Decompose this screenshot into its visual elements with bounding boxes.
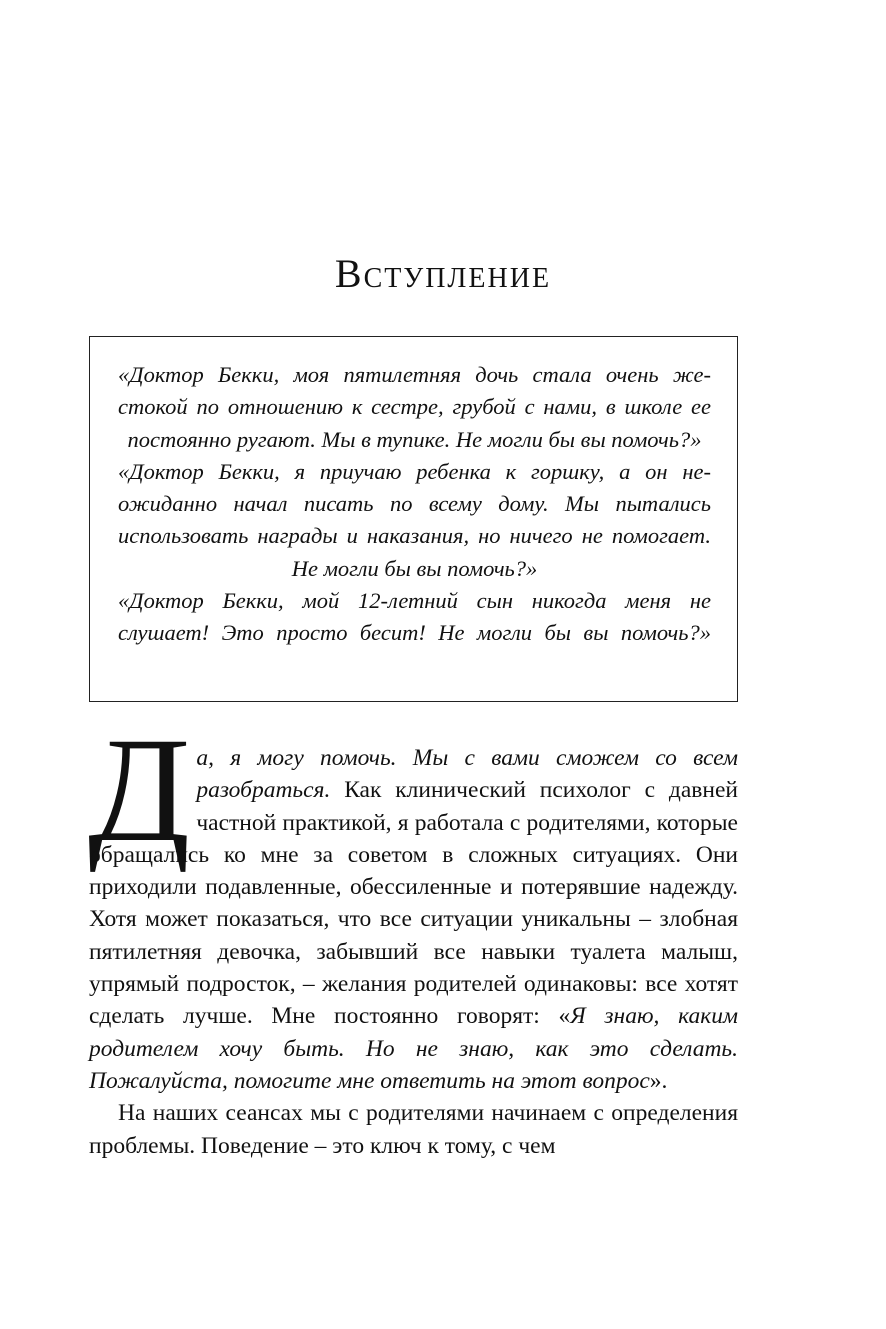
paragraph-1-closing: ». <box>649 1067 668 1094</box>
italic-lead: а, я могу помочь. Мы с вами сможем со всем разобраться. <box>196 745 738 804</box>
quote-2: «Доктор Бекки, я приучаю ребенка к горшку, а он неожиданно начал писать по всему дому. Мы пытались использовать награды и наказания, но ничего не помогает. Не могли бы вы помочь?» <box>118 458 711 581</box>
paragraph-1 <box>88 707 738 1097</box>
body-text <box>88 707 738 1162</box>
quote-1: «Доктор Бекки, моя пятилетняя дочь стала очень жестокой по отношению к сестре, грубой с нами, в школе ее постоянно ругают. Мы в тупике. Не могли бы вы помочь?» <box>118 362 711 452</box>
paragraph-2: На наших сеансах мы с родителями начинаем с определения проблемы. Поведение – это ключ к тому, с чем <box>89 1100 738 1159</box>
drop-cap: Д <box>88 707 191 873</box>
italic-quote: Я знаю, каким родителем хочу быть. Но не знаю, как это сделать. Пожалуйста, помогите мне ответить на этот вопрос <box>89 1003 738 1094</box>
quote-3: «Доктор Бекки, мой 12-летний сын никогда меня не слушает! Это просто бесит! Не могли бы вы помочь?» <box>118 588 711 646</box>
paragraph-1-text: Как клинический психолог с давней частной практикой, я работала с родителями, которые обращались ко мне за советом в сложных ситуациях. Они приходили подавленные, обессиленные и потерявшие надежду. Хотя может показаться, что все ситуации уникальны – злобная пятилетняя девочка, забывший все навыки туалета малыш, упрямый подросток, – желания родителей одинаковы: все хотят сделать лучше. Мне постоянно говорят: « <box>89 777 738 1030</box>
chapter-title: Вступление <box>334 251 552 296</box>
epigraph-quotes-box <box>89 336 738 702</box>
